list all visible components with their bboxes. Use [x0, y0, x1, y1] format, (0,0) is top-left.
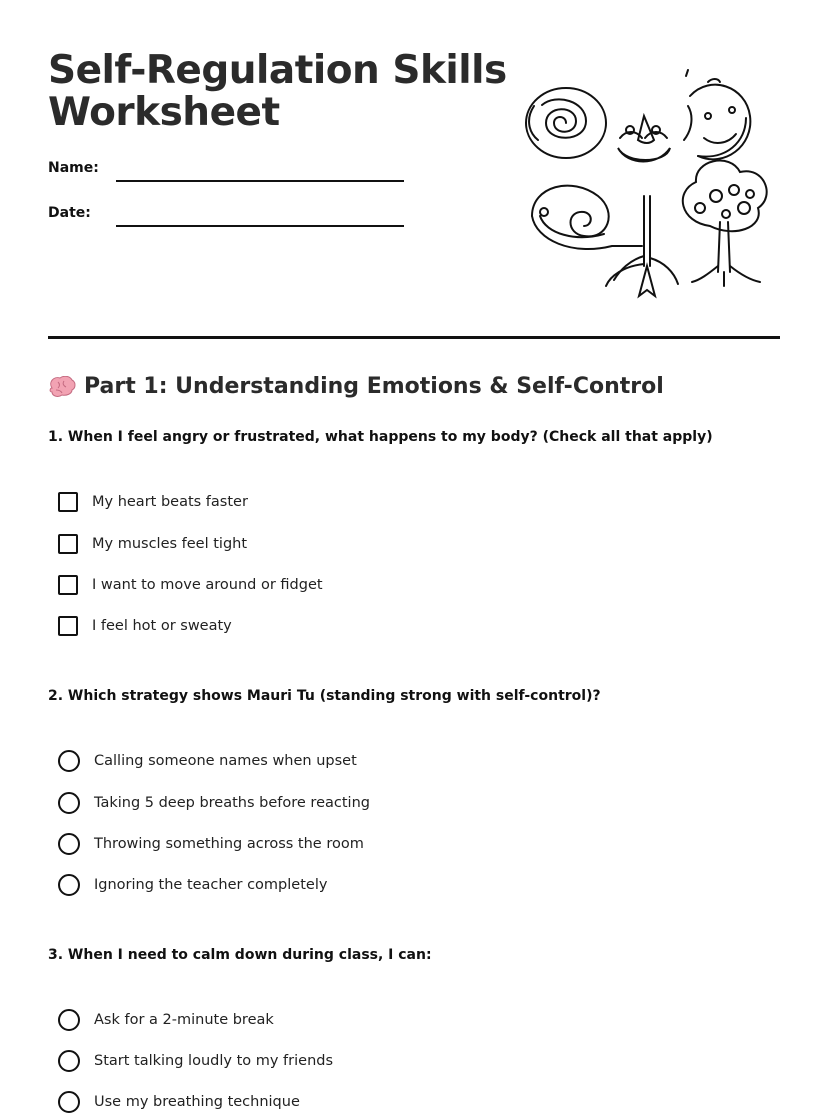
option-label: Ignoring the teacher completely	[94, 877, 328, 893]
q2-option-throwing[interactable]	[58, 832, 364, 856]
q1-option-hot-sweaty[interactable]	[58, 614, 232, 638]
q1-option-fidget[interactable]	[58, 573, 323, 597]
part-1-title: Part 1: Understanding Emotions & Self-Control	[84, 374, 664, 399]
option-label: Use my breathing technique	[94, 1094, 300, 1110]
q2-option-deep-breaths[interactable]	[58, 791, 370, 815]
q2-option-calling-names[interactable]	[58, 749, 357, 773]
question-3: 3. When I need to calm down during class, I can:	[48, 947, 432, 963]
option-label: My muscles feel tight	[92, 536, 248, 552]
radio-button[interactable]	[58, 1050, 80, 1072]
question-1: 1. When I feel angry or frustrated, what happens to my body? (Check all that apply)	[48, 429, 713, 445]
option-label: Ask for a 2-minute break	[94, 1012, 274, 1028]
option-label: Throwing something across the room	[94, 836, 364, 852]
q2-option-ignoring-teacher[interactable]	[58, 873, 327, 897]
part-1-heading	[48, 374, 664, 399]
checkbox[interactable]	[58, 492, 78, 512]
checkbox[interactable]	[58, 616, 78, 636]
option-label: I feel hot or sweaty	[92, 618, 232, 634]
option-label: Start talking loudly to my friends	[94, 1053, 334, 1069]
radio-button[interactable]	[58, 833, 80, 855]
maori-symbols-illustration	[520, 66, 770, 306]
date-field[interactable]	[116, 225, 404, 227]
question-2: 2. Which strategy shows Mauri Tu (standing strong with self-control)?	[48, 688, 601, 704]
sun-moon-face-icon	[684, 70, 750, 159]
wave-icon	[532, 186, 642, 249]
spiral-icon	[526, 88, 606, 158]
brain-icon	[48, 376, 76, 398]
q3-option-breathing-technique[interactable]	[58, 1090, 300, 1114]
section-divider	[48, 336, 780, 339]
option-label: I want to move around or fidget	[92, 577, 323, 593]
q3-option-break[interactable]	[58, 1008, 274, 1032]
radio-button[interactable]	[58, 1009, 80, 1031]
option-label: Calling someone names when upset	[94, 753, 357, 769]
name-field[interactable]	[116, 180, 404, 182]
checkbox[interactable]	[58, 575, 78, 595]
q3-option-talking-loudly[interactable]	[58, 1049, 333, 1073]
radio-button[interactable]	[58, 792, 80, 814]
radio-button[interactable]	[58, 750, 80, 772]
name-label: Name:	[48, 160, 99, 176]
tree-icon	[683, 161, 767, 286]
face-icon	[618, 116, 670, 162]
option-label: My heart beats faster	[92, 494, 248, 510]
option-label: Taking 5 deep breaths before reacting	[94, 795, 370, 811]
q1-option-muscles-tight[interactable]	[58, 532, 247, 556]
title-line-2: Worksheet	[48, 90, 280, 135]
radio-button[interactable]	[58, 874, 80, 896]
date-label: Date:	[48, 205, 91, 221]
radio-button[interactable]	[58, 1091, 80, 1113]
q1-option-heart-beats-faster[interactable]	[58, 490, 248, 514]
title-line-1: Self-Regulation Skills	[48, 48, 507, 93]
checkbox[interactable]	[58, 534, 78, 554]
worksheet-title	[48, 50, 507, 134]
